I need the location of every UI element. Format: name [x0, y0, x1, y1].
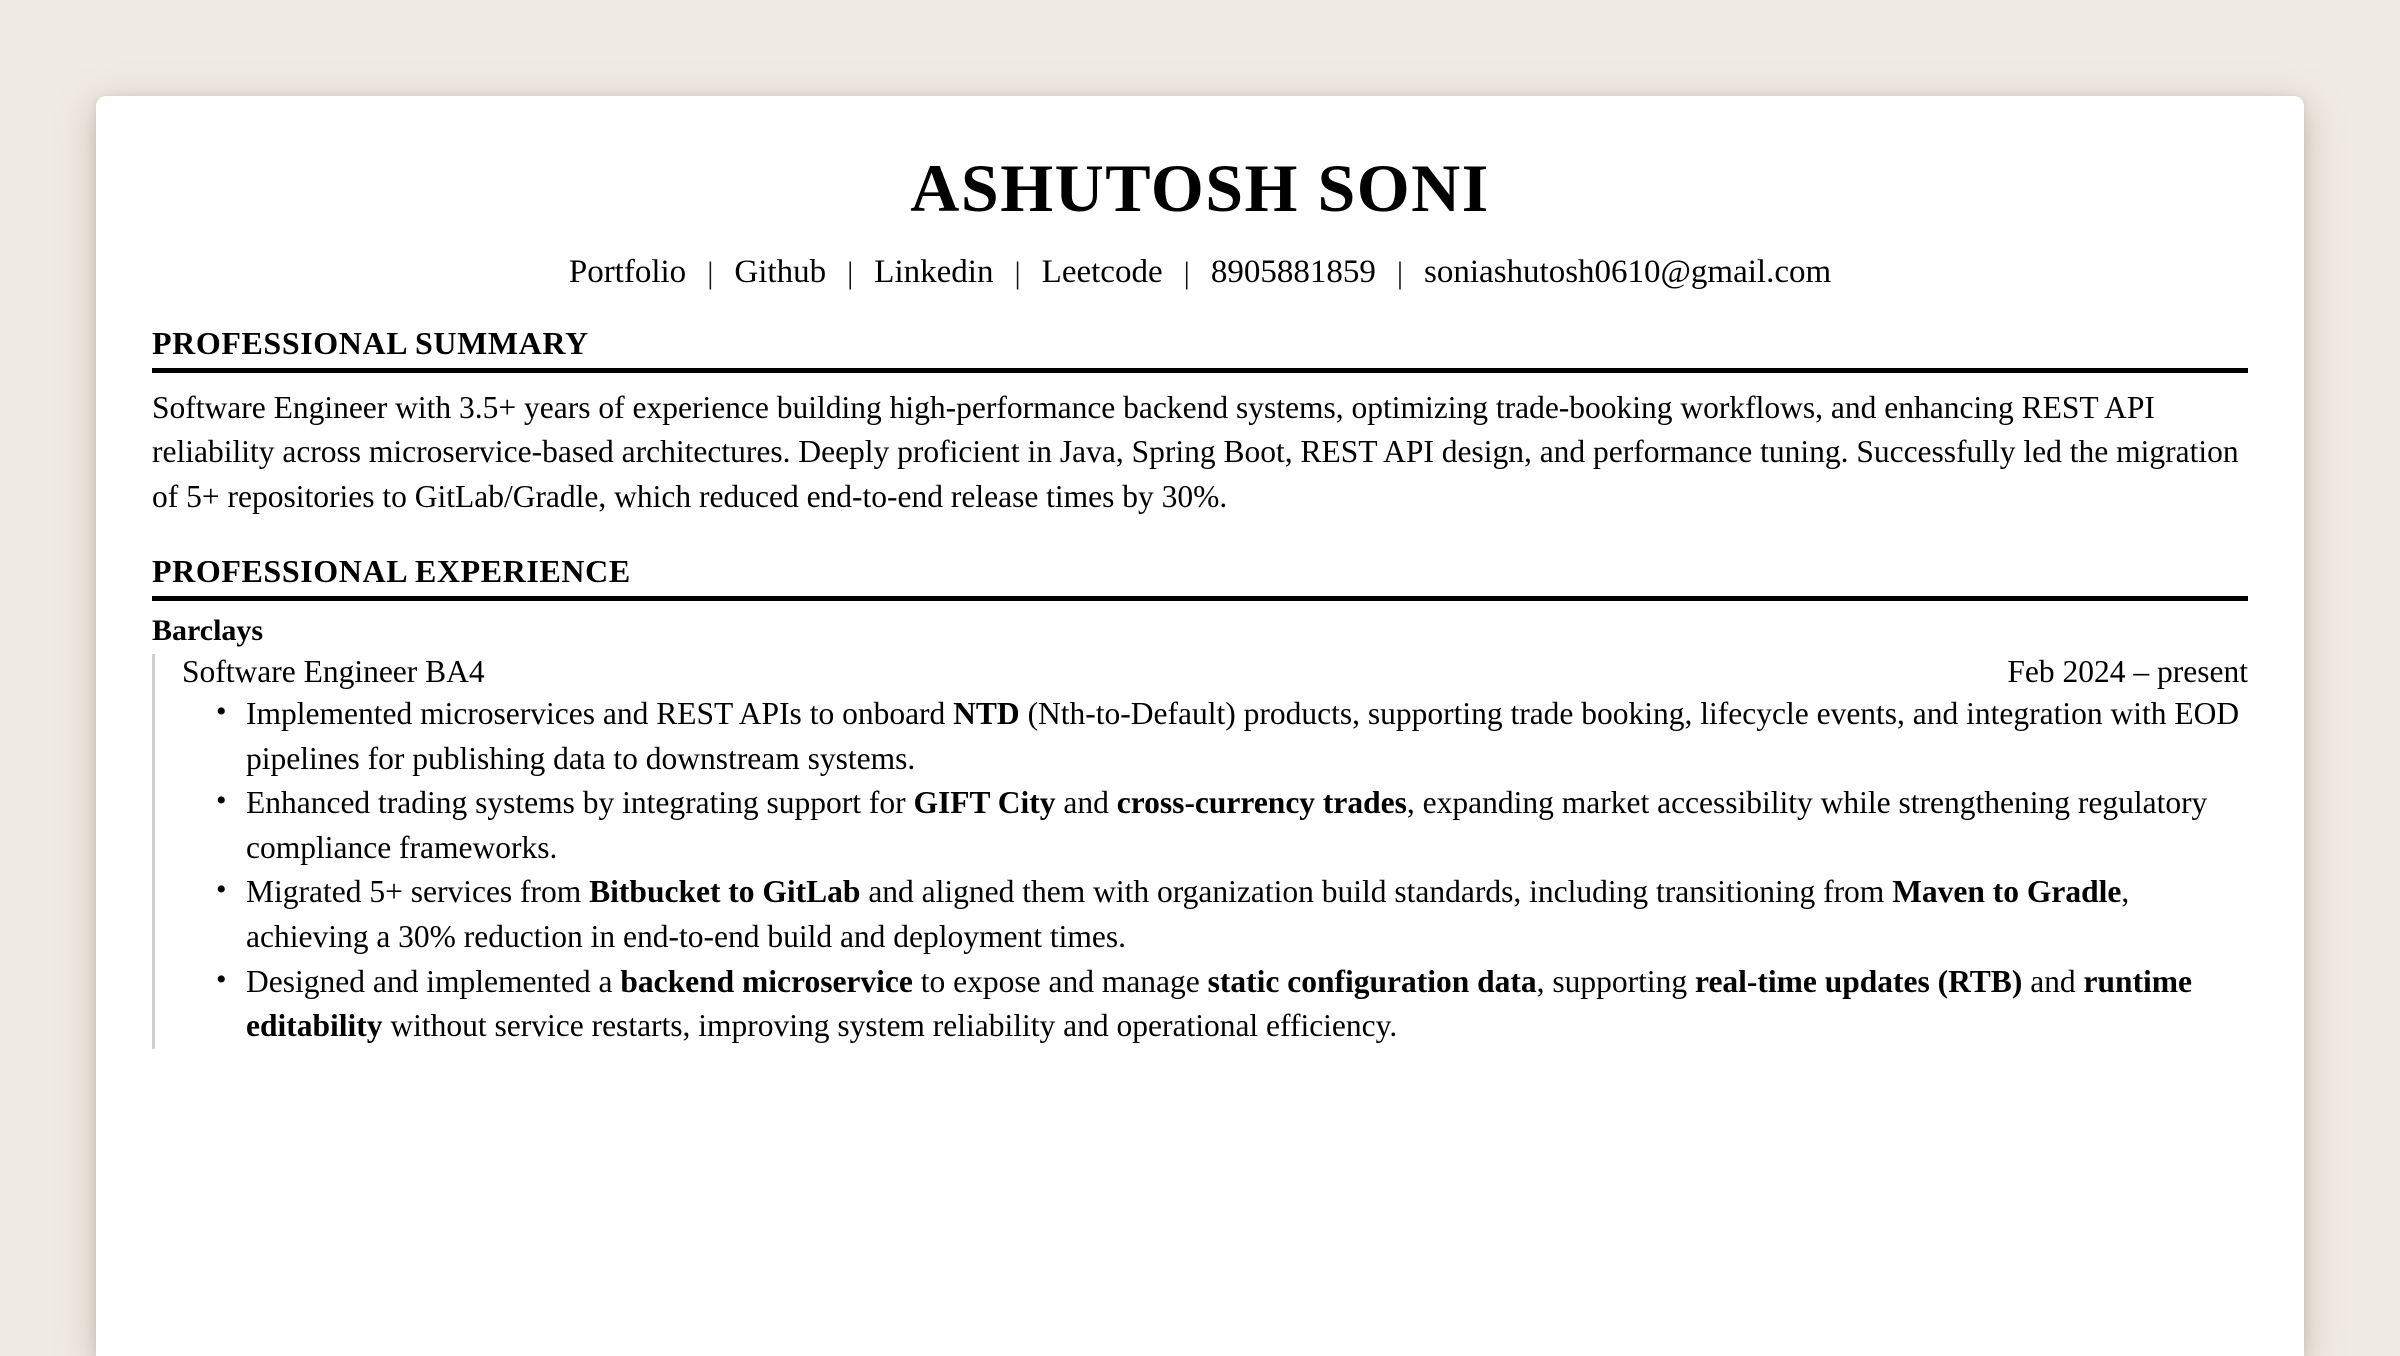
- contact-separator: |: [707, 254, 714, 290]
- bullet-text: and: [1055, 785, 1117, 821]
- bullet-emphasis: real-time updates (RTB): [1695, 963, 2023, 999]
- bullet-emphasis: runtime editability: [246, 963, 2193, 1044]
- bullet-text: , expanding market accessibility while strengthening regulatory compliance frameworks.: [246, 785, 2208, 865]
- bullet-emphasis: cross-currency trades: [1116, 785, 1407, 821]
- bullet-emphasis: backend microservice: [620, 963, 913, 999]
- section-divider: [152, 368, 2248, 373]
- experience-list: [152, 614, 2248, 1049]
- contact-separator: |: [1014, 254, 1021, 290]
- bullet-text: , supporting: [1536, 963, 1696, 999]
- bullet-text: (Nth-to-Default) products, supporting trade booking, lifecycle events, and integration with EOD pipelines for publishing data to downstream systems.: [246, 696, 2240, 776]
- bullet-text: and aligned them with organization build standards, including transitioning from: [860, 874, 1893, 910]
- bullet-item: [246, 781, 2248, 870]
- contact-item-leetcode[interactable]: Leetcode: [1041, 254, 1163, 291]
- bullet-text: to expose and manage: [912, 963, 1208, 999]
- section-professional-experience: [152, 553, 2248, 1049]
- bullet-text: Migrated 5+ services from: [246, 874, 590, 910]
- bullet-emphasis: GIFT City: [913, 785, 1056, 821]
- bullet-emphasis: Maven to Gradle: [1892, 874, 2122, 910]
- contact-item-soniashutosh0610-gmail-com[interactable]: soniashutosh0610@gmail.com: [1424, 254, 1832, 291]
- bullet-emphasis: Bitbucket to GitLab: [589, 874, 861, 910]
- bullet-text: without service restarts, improving system reliability and operational efficiency.: [382, 1008, 1398, 1044]
- bullet-emphasis: NTD: [953, 696, 1020, 732]
- role-title: Software Engineer BA4: [182, 654, 485, 690]
- company-name: Barclays: [152, 614, 264, 648]
- contact-line: [152, 254, 2248, 290]
- bullet-emphasis: static configuration data: [1207, 963, 1537, 999]
- contact-item-linkedin[interactable]: Linkedin: [874, 254, 994, 291]
- section-title-summary: PROFESSIONAL SUMMARY: [152, 324, 589, 361]
- bullet-text: Enhanced trading systems by integrating support for: [246, 785, 914, 821]
- bullet-text: , achieving a 30% reduction in end-to-end build and deployment times.: [246, 874, 2130, 955]
- section-divider: [152, 596, 2248, 601]
- contact-item-portfolio[interactable]: Portfolio: [568, 254, 687, 291]
- role-block: [152, 654, 2248, 1049]
- bullet-item: [246, 960, 2248, 1049]
- role-header: [182, 654, 2248, 690]
- contact-item-github[interactable]: Github: [734, 254, 827, 291]
- page-title: ASHUTOSH SONI: [910, 150, 1490, 226]
- bullet-list: [182, 692, 2248, 1049]
- bullet-text: Implemented microservices and REST APIs to onboard: [246, 696, 954, 732]
- contact-separator: |: [1396, 254, 1404, 290]
- summary-paragraph: Software Engineer with 3.5+ years of experience building high-performance backend systems, optimizing trade-booking workflows, and enhancing REST API reliability across microservice-based architectures. Deeply proficient in Java, Spring Boot, REST API design, and performance tuning. Successfully led the migration of 5+ repositories to GitLab/Gradle, which reduced end-to-end release times by 30%.: [152, 389, 2239, 514]
- bullet-item: [246, 692, 2248, 781]
- role-dates: Feb 2024 – present: [2007, 654, 2248, 690]
- resume-page: [96, 96, 2304, 1356]
- bullet-text: Designed and implemented a: [246, 963, 621, 999]
- section-professional-summary: [152, 325, 2248, 520]
- bullet-text: and: [2022, 963, 2084, 999]
- section-title-experience: PROFESSIONAL EXPERIENCE: [152, 553, 631, 590]
- contact-separator: |: [847, 254, 854, 290]
- contact-separator: |: [1183, 254, 1190, 290]
- bullet-item: [246, 870, 2248, 959]
- contact-item-8905881859[interactable]: 8905881859: [1210, 254, 1376, 291]
